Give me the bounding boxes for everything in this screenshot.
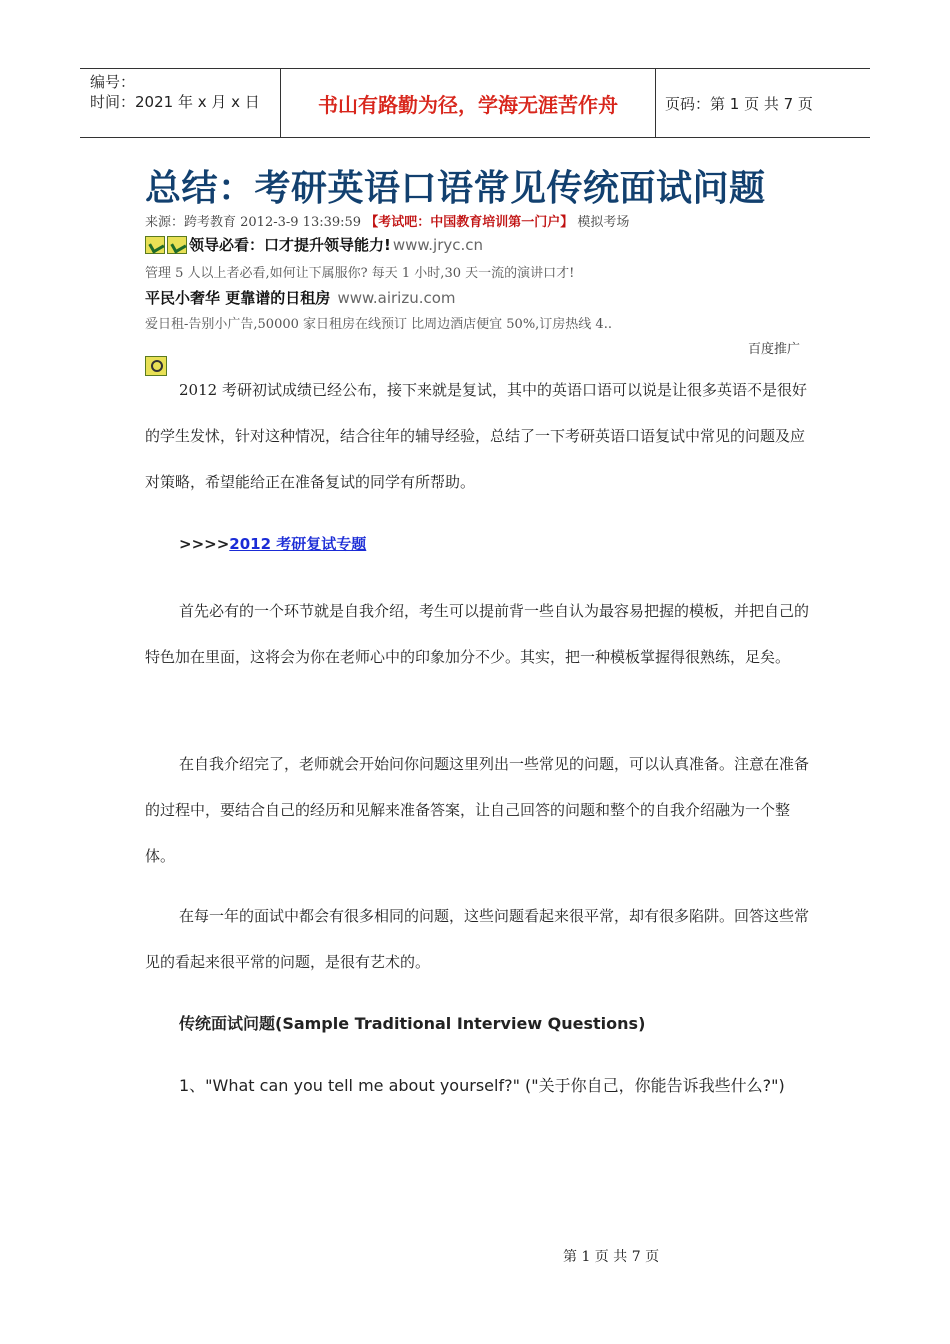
ad1-url[interactable]: www.jryc.cn xyxy=(392,235,484,254)
paragraph-questions: 在自我介绍完了，老师就会开始问你问题这里列出一些常见的问题，可以认真准备。注意在准备的过程中，要结合自己的经历和见解来准备答案，让自己回答的问题和整个的自我介绍融为一个整体。 xyxy=(145,755,810,865)
ad2-description: 爱日租-告别小广告,50000 家日租房在线预订 比周边酒店便宜 50%,订房热线 4.. xyxy=(145,317,612,332)
ad2-title[interactable]: 平民小奢华 更靠谱的日租房 xyxy=(145,289,336,307)
number-label: 编号： xyxy=(90,73,136,91)
header-meta xyxy=(80,69,280,137)
ad-item-2[interactable] xyxy=(145,287,456,308)
ad-item-1[interactable] xyxy=(145,234,483,255)
article-title: 总结：考研英语口语常见传统面试问题 xyxy=(145,168,766,209)
date-label: 时间：2021 年 x 月 x 日 xyxy=(90,93,260,111)
ad1-title[interactable]: 领导必看：口才提升领导能力! xyxy=(189,236,391,254)
meta-promo-link[interactable]: 【考试吧：中国教育培训第一门户】 xyxy=(365,215,574,230)
paragraph-intro: 2012 考研初试成绩已经公布，接下来就是复试，其中的英语口语可以说是让很多英语不是很好的学生发怵，针对这种情况，结合往年的辅导经验，总结了一下考研英语口语复试中常见的问题及应对策略，希望能给正在准备复试的同学有所帮助。 xyxy=(145,381,807,491)
meta-source: 来源：跨考教育 2012-3-9 13:39:59 xyxy=(145,215,366,230)
ad-arrow-icon xyxy=(145,236,165,254)
page-header xyxy=(80,68,870,138)
paragraph-self-intro: 首先必有的一个环节就是自我介绍，考生可以提前背一些自认为最容易把握的模板，并把自己的特色加在里面，这将会为你在老师心中的印象加分不少。其实，把一种模板掌握得很熟练，足矣。 xyxy=(145,602,810,666)
topic-link-line xyxy=(179,533,366,554)
page-footer: 第 1 页 共 7 页 xyxy=(563,1249,660,1265)
baidu-promo-label[interactable]: 百度推广 xyxy=(748,342,801,357)
ad2-url[interactable]: www.airizu.com xyxy=(337,289,456,307)
header-page-info: 页码：第 1 页 共 7 页 xyxy=(665,94,813,113)
question-1: 1、"What can you tell me about yourself?" ("关于你自己，你能告诉我些什么?") xyxy=(179,1076,785,1095)
meta-mock-link[interactable]: 模拟考场 xyxy=(573,215,630,230)
ad1-description: 管理 5 人以上者必看,如何让下属服你? 每天 1 小时,30 天一流的演讲口才! xyxy=(145,266,575,281)
section-heading: 传统面试问题(Sample Traditional Interview Questions) xyxy=(179,1014,646,1033)
link-prefix: >>>> xyxy=(179,535,230,553)
header-motto: 书山有路勤为径，学海无涯苦作舟 xyxy=(280,69,656,137)
ad-arrow-icon xyxy=(167,236,187,254)
article-meta xyxy=(145,211,629,230)
retest-topic-link[interactable]: 2012 考研复试专题 xyxy=(229,535,367,553)
paragraph-traps: 在每一年的面试中都会有很多相同的问题，这些问题看起来很平常，却有很多陷阱。回答这些常见的看起来很平常的问题，是很有艺术的。 xyxy=(145,907,810,971)
